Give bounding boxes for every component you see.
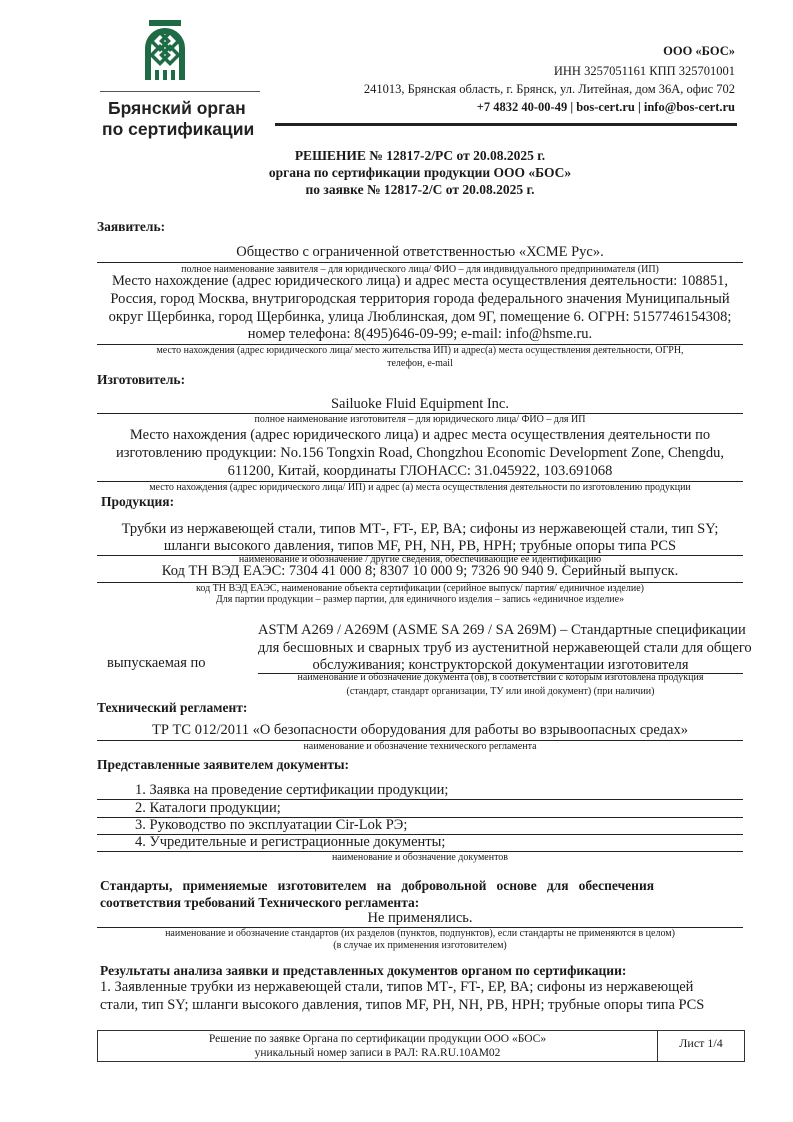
caption: (в случае их применения изготовителем) bbox=[333, 940, 507, 951]
applicant-address: округ Щербинка, город Щербинка, улица Люблинская, дом 9Г, помещение 6. ОГРН: 5157746154308; bbox=[108, 309, 732, 325]
logo-divider bbox=[100, 91, 260, 92]
product-standard: для бесшовных и сварных труб из аустенитной нержавеющей стали для общего bbox=[258, 640, 752, 656]
applicant-address: Россия, город Москва, внутригородская территория города федерального значения Муниципальный bbox=[110, 291, 730, 307]
document-item: 3. Руководство по эксплуатации Cir-Lok РЭ; bbox=[135, 817, 408, 833]
manufacturer-name: Sailuoke Fluid Equipment Inc. bbox=[330, 396, 509, 412]
caption: наименование и обозначение документов bbox=[331, 852, 509, 863]
results-text: 1. Заявленные трубки из нержавеющей стали, типов МТ-, FT-, ЕР, ВА; сифоны из нержавеющей bbox=[100, 979, 694, 995]
title-line3: по заявке № 12817-2/С от 20.08.2025 г. bbox=[305, 182, 535, 197]
product-standard: обслуживания; конструкторской документации изготовителя bbox=[312, 657, 689, 673]
product-standard: ASTM A269 / A269M (ASME SA 269 / SA 269M) – Стандартные спецификации bbox=[258, 622, 746, 638]
sheet-number: Лист 1/4 bbox=[679, 1036, 723, 1050]
manufacturer-address: Место нахождения (адрес юридического лица) и адрес места осуществления деятельности по bbox=[129, 427, 711, 443]
caption: (стандарт, стандарт организации, ТУ или иной документ) (при наличии) bbox=[346, 686, 655, 697]
caption: код ТН ВЭД ЕАЭС, наименование объекта сертификации (серийное выпуск/ партия/ единичное изделие) bbox=[196, 583, 644, 594]
caption: наименование и обозначение технического регламента bbox=[303, 741, 537, 752]
caption: полное наименование изготовителя – для юридического лица/ ФИО – для ИП bbox=[254, 414, 586, 425]
product-heading: Продукция: bbox=[101, 494, 175, 509]
regulation-value: ТР ТС 012/2011 «О безопасности оборудования для работы во взрывоопасных средах» bbox=[152, 722, 688, 738]
document-item: 4. Учредительные и регистрационные документы; bbox=[135, 834, 446, 850]
standards-heading: соответствия требований Технического регламента: bbox=[100, 895, 420, 910]
results-heading: Результаты анализа заявки и представленных документов органом по сертификации: bbox=[100, 963, 627, 978]
caption: наименование и обозначение документа (ов), в соответствии с которым изготовлена продукция bbox=[297, 672, 704, 683]
field-underline bbox=[97, 262, 743, 263]
brand-line1: Брянский орган bbox=[108, 98, 246, 118]
applicant-name: Общество с ограниченной ответственностью «ХСМЕ Рус». bbox=[236, 244, 604, 260]
footer-line1: Решение по заявке Органа по сертификации продукции ООО «БОС» bbox=[208, 1033, 547, 1045]
title-line2: органа по сертификации продукции ООО «БОС» bbox=[268, 165, 572, 180]
applicant-heading: Заявитель: bbox=[97, 219, 166, 234]
standards-value: Не применялись. bbox=[367, 910, 473, 926]
document-item: 2. Каталоги продукции; bbox=[135, 800, 281, 816]
title-line1: РЕШЕНИЕ № 12817-2/РС от 20.08.2025 г. bbox=[294, 148, 546, 163]
org-name: ООО «БОС» bbox=[663, 44, 735, 58]
standards-heading: Стандарты, применяемые изготовителем на добровольной основе для обеспечения bbox=[100, 878, 655, 893]
manufacturer-heading: Изготовитель: bbox=[97, 372, 186, 387]
manufacturer-address: 611200, Китай, координаты ГЛОНАСС: 31.045922, 103.691068 bbox=[227, 463, 613, 479]
header-rule bbox=[275, 123, 737, 126]
product-name: шланги высокого давления, типов MF, PH, NH, PB, HPH; трубные опоры типа PCS bbox=[163, 538, 677, 554]
manufacturer-address: изготовлению продукции: No.156 Tongxin Road, Chongzhou Economic Development Zone, Chengdu, bbox=[115, 445, 724, 461]
brand-line2: по сертификации bbox=[102, 119, 255, 139]
caption: наименование и обозначение / другие сведения, обеспечивающие ее идентификацию bbox=[238, 554, 602, 565]
page-footer bbox=[97, 1030, 745, 1062]
caption: телефон, e-mail bbox=[387, 358, 453, 369]
document-item: 1. Заявка на проведение сертификации продукции; bbox=[135, 782, 449, 798]
org-address: 241013, Брянская область, г. Брянск, ул. Литейная, дом 36А, офис 702 bbox=[363, 82, 735, 96]
caption: Для партии продукции – размер партии, для единичного изделия – запись «единичное изделие» bbox=[215, 594, 625, 605]
caption: наименование и обозначение стандартов (их разделов (пунктов, подпунктов), если стандарты не применяются в целом) bbox=[165, 928, 675, 939]
caption: полное наименование заявителя – для юридического лица/ ФИО – для индивидуального предпринимателя (ИП) bbox=[181, 264, 659, 275]
results-text: стали, тип SY; шланги высокого давления, типов MF, PH, NH, PB, HPH; трубные опоры типа PCS bbox=[100, 997, 705, 1013]
org-contacts: +7 4832 40-00-49 | bos-cert.ru | info@bos-cert.ru bbox=[476, 100, 735, 114]
product-code: Код ТН ВЭД ЕАЭС: 7304 41 000 8; 8307 10 000 9; 7326 90 940 9. Серийный выпуск. bbox=[161, 563, 679, 579]
logo-emblem bbox=[135, 18, 195, 88]
product-name: Трубки из нержавеющей стали, типов МТ-, FT-, ЕР, ВА; сифоны из нержавеющей стали, тип SY; bbox=[121, 521, 719, 537]
applicant-address: Место нахождение (адрес юридического лица) и адрес места осуществления деятельности: 108851, bbox=[111, 273, 729, 289]
footer-line2: уникальный номер записи в РАЛ: RA.RU.10AM02 bbox=[254, 1047, 501, 1059]
documents-heading: Представленные заявителем документы: bbox=[97, 757, 350, 772]
org-inn: ИНН 3257051161 КПП 325701001 bbox=[553, 64, 735, 78]
applicant-address: номер телефона: 8(495)646-09-99; e-mail: info@hsme.ru. bbox=[247, 326, 593, 342]
caption: место нахождения (адрес юридического лица/ ИП) и адрес (а) места осуществления деятельности по изготовлению продукции bbox=[149, 482, 691, 493]
issued-label: выпускаемая по bbox=[107, 655, 206, 671]
caption: место нахождения (адрес юридического лица/ место жительства ИП) и адрес(а) места осуществления деятельности, ОГРН, bbox=[156, 345, 684, 356]
regulation-heading: Технический регламент: bbox=[97, 700, 248, 715]
